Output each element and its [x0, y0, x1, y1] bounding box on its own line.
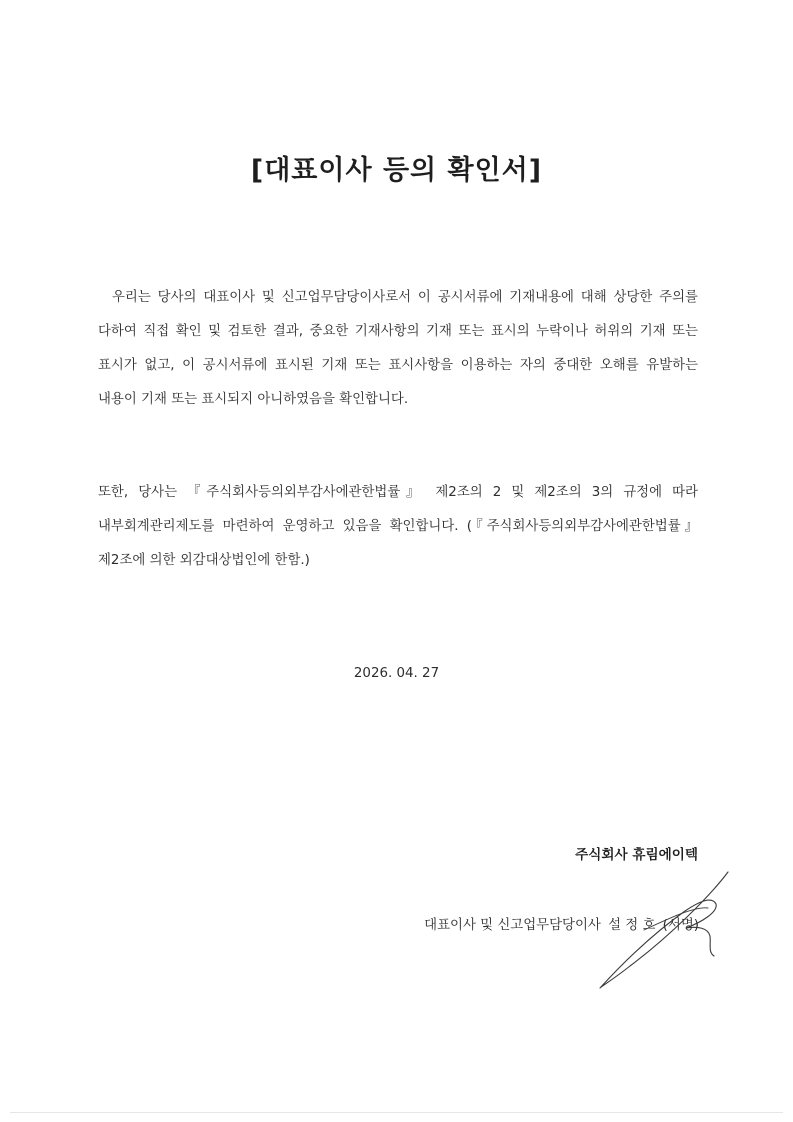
- signer-name: 설 정 호: [608, 918, 656, 933]
- sign-note: (서명): [662, 918, 699, 933]
- handwritten-signature: [590, 866, 740, 996]
- confirmation-paragraph: 우리는 당사의 대표이사 및 신고업무담당이사로서 이 공시서류에 기재내용에 대해 상당한 주의를 다하여 직접 확인 및 검토한 결과, 중요한 기재사항의 기재 또는 표시의 누락이나 허위의 기재 또는 표시가 없고, 이 공시서류에 표시된 기재 또는 표시사항을 이용하는 자의 중대한 오해를 유발하는 내용이 기재 또는 표시되지 아니하였음을 확인합니다.: [98, 290, 698, 407]
- signer-position: 대표이사 및 신고업무담당이사: [424, 918, 601, 933]
- page-title: [대표이사 등의 확인서]: [250, 155, 543, 186]
- company-name: 주식회사 휴림에이텍: [575, 847, 698, 863]
- page-bottom-rule: [10, 1112, 783, 1113]
- document-date: 2026. 04. 27: [353, 666, 440, 681]
- internal-control-paragraph: 또한, 당사는 『주식회사등의외부감사에관한법률』 제2조의 2 및 제2조의 3의 규정에 따라 내부회계관리제도를 마련하여 운영하고 있음을 확인합니다. (『주식회사등의외부감사에관한법률』 제2조에 의한 외감대상법인에 한함.): [98, 485, 698, 568]
